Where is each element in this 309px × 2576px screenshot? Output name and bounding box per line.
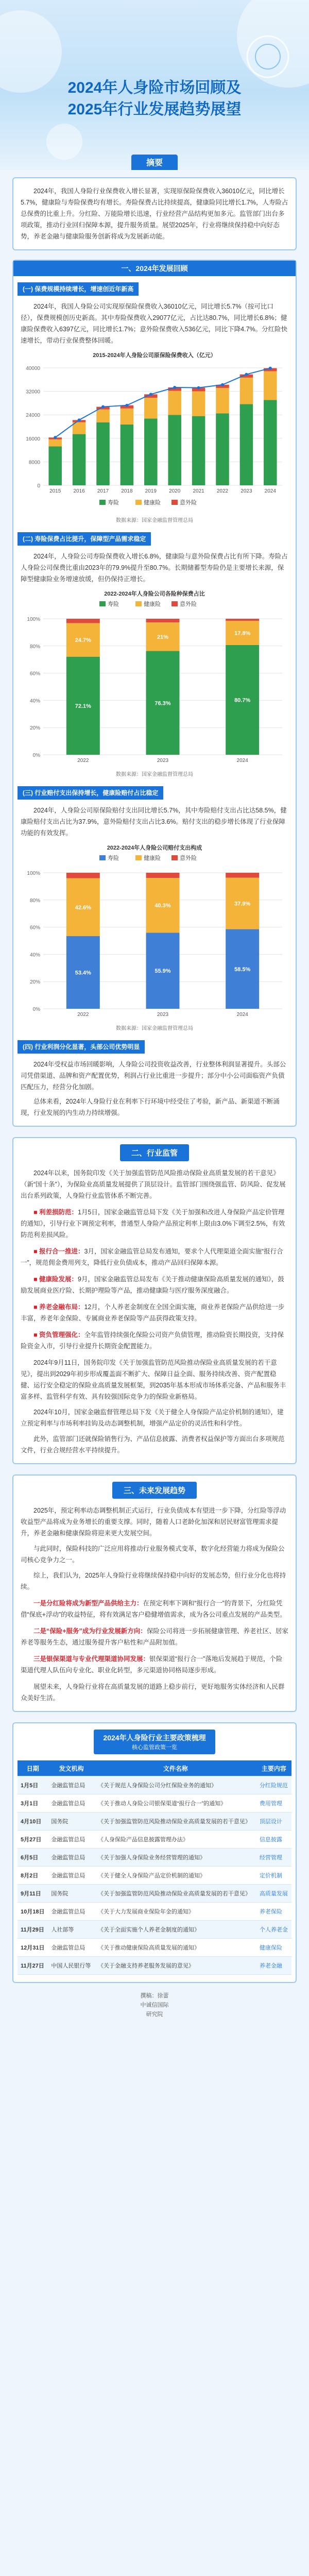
footer-org: 中诚信国际 — [140, 2002, 169, 2008]
table-cell: 金融监管总局 — [48, 1831, 94, 1849]
policy-table-header-cell: 日期 — [18, 1760, 48, 1776]
policy-table-header-cell: 发文机构 — [48, 1760, 94, 1776]
x-tick-label: 2023 — [157, 1012, 169, 1018]
total-line — [55, 368, 270, 438]
outlook-item-title: 一是分红险将成为新型产品供给主力： — [33, 1600, 143, 1607]
total-point — [54, 436, 57, 439]
regulation-item-title: ■ 资负管理强化： — [33, 1331, 84, 1338]
data-label: 37.9% — [234, 901, 251, 907]
outlook-item-text: 在预定利率下调和“报行合一”的背景下，分红险凭借“保底+浮动”的收益特征，将有效满足客户稳健增值需求，成为各公司重点发展的产品类型。 — [21, 1600, 286, 1618]
x-tick-label: 2016 — [73, 488, 85, 494]
x-tick-label: 2019 — [145, 488, 157, 494]
outlook-p1: 2025年，预定利率动态调整机制正式运行，行业负债成本有望进一步下降，分红险等浮动收益型产品将成为业务增长的重要支撑。同时，随着人口老龄化加深和居民财富管理需求提升，养老金融和健康保险将迎来更大发展空间。 — [21, 1507, 286, 1537]
subheading-4: (四) 行业利润分化显著，头部公司优势明显 — [18, 1040, 145, 1054]
paragraph-3: 2024年，人身险公司原保险赔付支出同比增长5.7%，其中寿险赔付支出占比达58.5%，健康险赔付支出占比为37.9%，意外险赔付支出占比3.6%。赔付支出的稳步增长体现了行业保障功能的有效发挥。 — [21, 807, 287, 837]
outlook-p4: 展望未来，人身险行业将在高质量发展的道路上稳步前行，更好地服务实体经济和人民群众美好生活。 — [21, 1683, 285, 1702]
section-outlook-head — [18, 1482, 291, 1499]
total-point — [78, 418, 81, 421]
table-row — [18, 1776, 291, 1794]
table-cell: 《关于规范人身保险公司分红保险业务的通知》 — [95, 1776, 256, 1794]
paragraph-2: 2024年，人身险公司寿险保费收入增长6.8%，健康险与意外险保费占比有所下降。寿险占人身险公司保费比重由2023年的79.9%提升至80.7%。长期储蓄型寿险仍是主要增长来源，保障型健康险业务增速放缓，但仍保持正增长。 — [21, 553, 288, 583]
table-cell: 11月29日 — [18, 1921, 48, 1939]
legend-swatch — [171, 855, 178, 860]
regulation-list — [18, 1207, 291, 1352]
regulation-item — [18, 1329, 291, 1352]
table-cell: 《关于大力发展商业保险年金的通知》 — [95, 1903, 256, 1921]
legend-label: 意外险 — [180, 855, 197, 861]
table-cell: 分红险规范 — [256, 1776, 291, 1794]
chart-1-title: 2015-2024年人身险公司原保险保费收入（亿元） — [93, 352, 216, 359]
policy-table-heading — [94, 1730, 215, 1754]
paragraph-5: 总体来看，2024年人身险行业在利率下行环境中经受住了考验，新产品、新渠道不断涌现，行业发展的内生动力持续增强。 — [21, 1098, 280, 1116]
title-line-2: 2025年行业发展趋势展望 — [67, 101, 242, 118]
table-row — [18, 1939, 291, 1957]
legend-label: 健康险 — [144, 601, 161, 607]
data-label: 76.3% — [154, 700, 171, 707]
policy-table-body — [18, 1776, 291, 1975]
table-cell: 养老金融 — [256, 1957, 291, 1975]
table-cell: 信息披露 — [256, 1831, 291, 1849]
regulation-item-text: 3月，国家金融监管总局发布通知，要求个人代理渠道全面实施“报行合一”，规范佣金费用列支，降低行业负债成本，推动产品回归保障本源。 — [21, 1248, 283, 1266]
x-tick-label: 2022 — [77, 758, 89, 764]
table-cell: 金融监管总局 — [48, 1849, 94, 1867]
bar — [146, 619, 180, 622]
table-row — [18, 1921, 291, 1939]
x-tick-label: 2022 — [216, 488, 229, 494]
paragraph-1: 2024年，我国人身险公司实现原保险保费收入36010亿元，同比增长5.7%（按可比口径），保费规模创历史新高。其中寿险保费收入29077亿元，占比达80.7%，同比增长6.8%；健康险保费收入6397亿元，同比增长1.7%；意外险保费收入536亿元，同比下降4.7%。分红险快速增长，带动行业保费整体回暖。 — [21, 303, 288, 344]
total-point — [125, 404, 128, 407]
summary-tag: 摘要 — [131, 155, 178, 170]
table-cell: 《关于加强监管防范风险推动保险业高质量发展的若干意见》 — [95, 1885, 256, 1903]
regulation-item-title: ■ 利差损防范： — [33, 1209, 78, 1216]
bar — [66, 873, 100, 878]
policy-table — [18, 1760, 291, 1975]
table-cell: 8月2日 — [18, 1867, 48, 1885]
regulation-item-text: 全年监管持续强化保险公司资产负债管理，推动险资长期投资，支持保险资金入市，引导行业提升长期资金配置能力。 — [21, 1331, 284, 1350]
legend-swatch — [99, 601, 106, 606]
outlook-item — [18, 1625, 291, 1648]
subheading-3: (三) 行业赔付支出保持增长，健康险赔付占比稳定 — [18, 786, 163, 800]
data-label: 40.3% — [154, 903, 171, 909]
section-outlook-title: 三、未来发展趋势 — [112, 1482, 197, 1499]
table-cell: 金融监管总局 — [48, 1776, 94, 1794]
x-tick-label: 2020 — [169, 488, 181, 494]
table-cell: 12月31日 — [18, 1939, 48, 1957]
legend-swatch — [135, 601, 142, 606]
legend-swatch — [99, 500, 106, 505]
table-row — [18, 1867, 291, 1885]
footer — [0, 1991, 309, 2019]
chart-1 — [18, 360, 289, 514]
bar — [226, 619, 259, 621]
bar — [168, 415, 181, 485]
page-title — [0, 77, 309, 121]
table-cell: 9月11日 — [18, 1885, 48, 1903]
total-point — [149, 393, 152, 396]
y-tick-label: 20% — [29, 979, 40, 986]
legend-label: 意外险 — [180, 601, 197, 607]
table-cell: 10月18日 — [18, 1903, 48, 1921]
chart-3-container — [18, 844, 291, 1033]
y-tick-label: 32000 — [26, 389, 40, 395]
legend-swatch — [171, 601, 178, 606]
table-cell: 3月1日 — [18, 1794, 48, 1812]
table-cell: 《关于推动人身险公司银保渠道“报行合一”的通知》 — [95, 1794, 256, 1812]
title-line-1: 2024年人身险市场回顾及 — [67, 79, 242, 96]
legend-label: 寿险 — [108, 500, 119, 506]
total-point — [245, 373, 248, 376]
x-tick-label: 2017 — [97, 488, 109, 494]
regulation-item-text: 12月，个人养老金制度在全国全面实施，商业养老保险产品供给进一步丰富，养老年金保险、专属商业养老保险等产品获得政策支持。 — [21, 1303, 285, 1322]
data-label: 55.9% — [154, 968, 171, 975]
data-label: 53.4% — [75, 970, 91, 976]
table-row — [18, 1903, 291, 1921]
regulation-item — [18, 1301, 291, 1324]
summary-text: 2024年，我国人身险行业保费收入增长显著，实现原保险保费收入36010亿元，同比增长5.7%，健康险与寿险保费均有增长。寿险保费占比持续提高，健康险同比增长1.7%，人寿险占总保费的比重上升。分红险、万能险增长迅速，行业经营产品结构更加多元。监管部门出台多项政策，推动行业回归保障本源，提升服务质量。展望2025年，行业将继续保持稳中向好态势，养老金融与健康险服务创新将成为发展新动能。 — [21, 188, 288, 240]
outlook-item — [18, 1653, 291, 1676]
table-cell: 4月10日 — [18, 1812, 48, 1831]
regulation-after-3: 此外，监管部门还就保险销售行为、产品信息披露、消费者权益保护等方面出台多项规范文件，行业合规经营水平持续提升。 — [21, 1435, 285, 1454]
x-tick-label: 2023 — [241, 488, 252, 494]
bar — [96, 410, 110, 422]
table-row — [18, 1794, 291, 1812]
chart-2-title: 2022-2024年人身险公司各险种保费占比 — [104, 591, 205, 597]
bar — [73, 434, 86, 485]
summary-box — [12, 177, 297, 250]
section-outlook — [12, 1475, 297, 1712]
table-cell: 人社部等 — [48, 1921, 94, 1939]
regulation-item-title: ■ 报行合一推进： — [33, 1248, 84, 1255]
chart-3-source: 数据来源：国家金融监督管理总局 — [116, 1026, 193, 1031]
x-tick-label: 2024 — [236, 1012, 248, 1018]
section-regulation-head — [18, 1144, 291, 1161]
table-cell: 《关于推动健康保险高质量发展的通知》 — [95, 1939, 256, 1957]
regulation-item-title: ■ 养老金融布局： — [33, 1303, 84, 1311]
y-tick-label: 80% — [29, 897, 40, 904]
legend-label: 意外险 — [180, 500, 197, 506]
outlook-item — [18, 1598, 291, 1620]
footer-author: 撰稿：徐蕾 — [140, 1993, 169, 1999]
bar — [48, 447, 62, 485]
legend-label: 健康险 — [144, 855, 161, 861]
table-cell: 5月27日 — [18, 1831, 48, 1849]
bar — [264, 371, 277, 400]
table-cell: 金融监管总局 — [48, 1903, 94, 1921]
table-cell: 定价机制 — [256, 1867, 291, 1885]
table-cell: 国务院 — [48, 1885, 94, 1903]
regulation-item-text: 1月5日，国家金融监管总局下发《关于加强和改进人身保险产品定价管理的通知》，引导行业下调预定利率，普通型人身险产品预定利率上限由3.0%下调至2.5%，有效防范利差损风险。 — [21, 1209, 285, 1239]
data-label: 80.7% — [234, 697, 251, 704]
table-cell: 金融监管总局 — [48, 1794, 94, 1812]
bar — [240, 404, 253, 485]
y-tick-label: 20% — [29, 725, 40, 732]
y-tick-label: 8000 — [28, 460, 40, 466]
data-label: 42.6% — [75, 904, 91, 911]
table-cell: 《关于全面实施个人养老金制度的通知》 — [95, 1921, 256, 1939]
legend-label: 寿险 — [108, 855, 119, 861]
decor-circle-icon — [242, 31, 294, 82]
chart-2 — [18, 598, 289, 768]
y-tick-label: 0% — [32, 1007, 40, 1012]
section-review — [12, 260, 297, 1127]
legend-swatch — [135, 855, 142, 860]
regulation-after-1: 2024年9月11日，国务院印发《关于加强监管防范风险推动保险业高质量发展的若干意见》，提出到2029年初步形成覆盖面不断扩大、保障日益全面、服务持续改善、资产配置稳健、运行安全稳定的保险业高质量发展框架，到2035年基本形成市场体系完备、产品和服务丰富多样、监管科学有效、具有较强国际竞争力的保险业新格局。 — [21, 1359, 286, 1400]
bar — [226, 873, 259, 878]
y-tick-label: 40% — [29, 698, 40, 704]
table-cell: 《关于金融支持养老服务发展的意见》 — [95, 1957, 256, 1975]
bar — [168, 391, 181, 415]
chart-2-container — [18, 590, 291, 779]
outlook-list — [18, 1598, 291, 1676]
policy-table-box — [12, 1722, 297, 1983]
paragraph-4: 2024年受权益市场回暖影响，人身险公司投资收益改善，行业整体利润显著提升。头部公司凭借渠道、品牌和资产配置优势，利润占行业比重进一步提升；部分中小公司面临资产负债匹配压力，经营分化加剧。 — [21, 1061, 286, 1091]
table-cell: 顶层设计 — [256, 1812, 291, 1831]
table-row — [18, 1849, 291, 1867]
section-regulation-title: 二、行业监管 — [120, 1144, 189, 1161]
table-cell: 国务院 — [48, 1812, 94, 1831]
x-tick-label: 2021 — [193, 488, 204, 494]
policy-table-title: 2024年人身险行业主要政策梳理 — [103, 1734, 206, 1742]
table-cell: 《人身保险产品信息披露管理办法》 — [95, 1831, 256, 1849]
total-point — [173, 386, 176, 389]
chart-1-source: 数据来源：国家金融监督管理总局 — [116, 518, 193, 523]
outlook-p3: 综上，我们认为，2025年人身险行业将继续保持稳中向好的发展态势，但行业分化也将持续。 — [21, 1572, 286, 1590]
outlook-item-title: 二是“保险+服务”成为行业发展新方向： — [33, 1628, 147, 1635]
bar — [48, 439, 62, 447]
x-tick-label: 2015 — [49, 488, 61, 494]
legend-swatch — [135, 500, 142, 505]
legend-label: 寿险 — [108, 601, 119, 607]
total-point — [197, 386, 200, 389]
regulation-intro: 2024年以来，国务院印发《关于加强监管防范风险推动保险业高质量发展的若干意见》（新“国十条”），为保险业高质量发展提供了顶层设计。监管部门围绕强监管、防风险、促发展出台系列政策，人身险行业监管体系不断完善。 — [21, 1170, 286, 1199]
table-row — [18, 1812, 291, 1831]
table-cell: 《关于加强人身保险业务经营管理的通知》 — [95, 1849, 256, 1867]
x-tick-label: 2022 — [77, 1012, 89, 1018]
y-tick-label: 100% — [27, 871, 40, 876]
x-tick-label: 2024 — [236, 758, 248, 764]
data-label: 17.8% — [234, 630, 251, 637]
table-cell: 6月5日 — [18, 1849, 48, 1867]
data-label: 58.5% — [234, 966, 251, 973]
legend-swatch — [99, 855, 106, 860]
subheading-1: (一) 保费规模持续增长，增速创近年新高 — [18, 282, 139, 296]
data-label: 72.1% — [75, 703, 91, 709]
table-cell: 健康保险 — [256, 1939, 291, 1957]
total-point — [101, 405, 105, 409]
y-tick-label: 0 — [37, 483, 40, 489]
outlook-p2: 与此同时，保险科技的广泛应用将推动行业服务模式变革，数字化经营能力将成为保险公司核心竞争力之一。 — [21, 1545, 285, 1564]
table-cell: 经营管理 — [256, 1849, 291, 1867]
header-banner — [0, 0, 309, 170]
total-point — [221, 383, 224, 386]
total-point — [269, 367, 272, 370]
outlook-item-text: 保险公司将进一步拓展健康管理、养老社区、居家养老等服务生态，通过服务提升客户粘性和产品附加值。 — [21, 1628, 288, 1646]
chart-2-source: 数据来源：国家金融监督管理总局 — [116, 772, 193, 777]
regulation-item — [18, 1246, 291, 1268]
bar — [144, 398, 158, 418]
bar — [264, 400, 277, 485]
table-cell: 1月5日 — [18, 1776, 48, 1794]
policy-table-subtitle: 核心监管政策一览 — [132, 1744, 177, 1751]
bar — [144, 418, 158, 485]
table-cell: 养老保险 — [256, 1903, 291, 1921]
section-regulation — [12, 1137, 297, 1464]
table-row — [18, 1831, 291, 1849]
regulation-item — [18, 1207, 291, 1241]
y-tick-label: 60% — [29, 925, 40, 931]
y-tick-label: 40% — [29, 952, 40, 958]
table-cell: 《关于健全人身保险产品定价机制的通知》 — [95, 1867, 256, 1885]
policy-table-header-cell: 文件名称 — [95, 1760, 256, 1776]
legend-label: 健康险 — [144, 500, 161, 506]
bar — [216, 388, 229, 413]
table-cell: 个人养老金 — [256, 1921, 291, 1939]
bar — [96, 422, 110, 485]
table-cell: 《关于加强监管防范风险推动保险业高质量发展的若干意见》 — [95, 1812, 256, 1831]
bar — [216, 413, 229, 485]
bar — [192, 416, 205, 485]
table-cell: 11月27日 — [18, 1957, 48, 1975]
table-row — [18, 1885, 291, 1903]
section-review-title: 一、2024年发展回顾 — [13, 261, 296, 276]
bar — [121, 409, 134, 425]
footer-dept: 研究院 — [146, 2011, 163, 2018]
table-cell: 中国人民银行等 — [48, 1957, 94, 1975]
bar — [121, 425, 134, 485]
legend-swatch — [171, 500, 178, 505]
chart-3 — [18, 852, 289, 1022]
y-tick-label: 40000 — [26, 366, 40, 371]
y-tick-label: 0% — [32, 753, 40, 758]
subheading-2: (二) 寿险保费占比提升，保障型产品需求稳定 — [18, 532, 151, 546]
x-tick-label: 2018 — [121, 488, 133, 494]
y-tick-label: 24000 — [26, 413, 40, 419]
regulation-item-text: 9月，国家金融监管总局发布《关于推动健康保险高质量发展的通知》，鼓励发展商业医疗险、长期护理险等产品，推动健康险与医疗服务深度融合。 — [21, 1276, 284, 1294]
table-row — [18, 1957, 291, 1975]
y-tick-label: 60% — [29, 671, 40, 677]
decor-bubble — [46, 124, 82, 160]
data-label: 21% — [157, 634, 169, 640]
table-cell: 金融监管总局 — [48, 1939, 94, 1957]
policy-table-header-cell: 主要内容 — [256, 1760, 291, 1776]
outlook-item-title: 三是银保渠道与专业代理渠道协同发展： — [33, 1655, 150, 1663]
table-cell: 高质量发展 — [256, 1885, 291, 1903]
x-tick-label: 2023 — [157, 758, 169, 764]
table-cell: 费用管理 — [256, 1794, 291, 1812]
chart-1-container — [18, 351, 291, 525]
policy-table-header-row — [18, 1760, 291, 1776]
bar — [146, 873, 180, 878]
y-tick-label: 16000 — [26, 436, 40, 442]
outlook-item-text: 银保渠道“报行合一”落地后发展趋于规范，个险渠道代理人队伍向专业化、职业化转型，多元渠道协同格局逐步形成。 — [21, 1655, 283, 1674]
data-label: 24.7% — [75, 637, 91, 644]
bar — [66, 619, 100, 623]
x-tick-label: 2024 — [264, 488, 276, 494]
y-tick-label: 80% — [29, 643, 40, 650]
bar — [240, 378, 253, 404]
regulation-item-title: ■ 健康险发展： — [33, 1276, 78, 1283]
regulation-item — [18, 1274, 291, 1296]
table-cell: 金融监管总局 — [48, 1867, 94, 1885]
y-tick-label: 100% — [27, 617, 40, 622]
bar — [192, 391, 205, 416]
chart-3-title: 2022-2024年人身险公司赔付支出构成 — [107, 845, 202, 851]
regulation-after-2: 2024年10月，国家金融监督管理总局下发《关于健全人身保险产品定价机制的通知》，建立预定利率与市场利率挂钩及动态调整机制，增强产品定价的灵活性和科学性。 — [21, 1409, 284, 1427]
